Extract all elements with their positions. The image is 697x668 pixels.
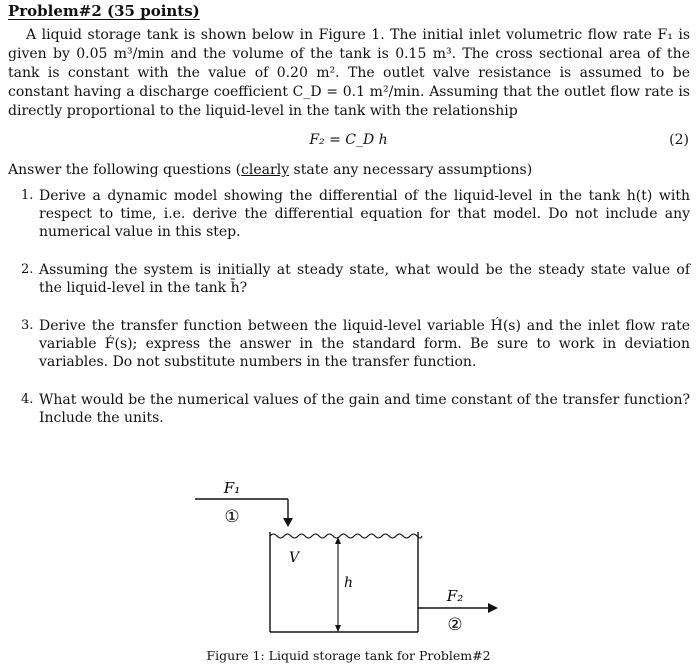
level-arrow-down-icon [335, 625, 341, 632]
answer-suffix: state any necessary assumptions) [289, 162, 533, 178]
question-item [8, 187, 690, 241]
answer-prefix: Answer the following questions ( [8, 162, 242, 178]
problem-heading: Problem#2 (35 points) [8, 2, 200, 20]
question-item [8, 261, 690, 297]
question-number: 4. [21, 392, 34, 407]
question-number: 3. [21, 318, 34, 333]
answer-instructions [8, 162, 532, 178]
tank-figure [0, 470, 697, 646]
question-item [8, 391, 690, 427]
question-text: Derive a dynamic model showing the differential of the liquid-level in the tank h(t) with respect to time, i.e. derive the differential equation for that model. Do not include any numerical value in this step. [39, 188, 690, 240]
inlet-arrow-icon [283, 518, 293, 527]
equation: F₂ = C_D h [309, 132, 388, 148]
inlet-node: ① [224, 507, 240, 527]
inlet-label: F₁ [223, 479, 241, 497]
outlet-arrow-icon [488, 603, 498, 613]
question-text: Assuming the system is initially at steady state, what would be the steady state value of the liquid-level in the tank h̄? [39, 262, 690, 296]
level-label: h [344, 575, 354, 591]
equation-number: (2) [669, 132, 689, 148]
equation-row [0, 132, 697, 152]
problem-intro: A liquid storage tank is shown below in Figure 1. The initial inlet volumetric flow rate F₁ is given by 0.05 m³/min and the volume of the tank is 0.15 m³. The cross sectional area of the tank is constant with the value of 0.20 m². The outlet valve resistance is assumed to be constant having a discharge coefficient C_D = 0.1 m²/min. Assuming that the outlet flow rate is directly proportional to the liquid-level in the tank with the relationship [8, 27, 690, 119]
outlet-node: ② [447, 615, 463, 635]
question-list [8, 187, 690, 427]
outlet-label: F₂ [446, 587, 464, 605]
volume-label: V [288, 550, 300, 566]
question-number: 1. [21, 188, 34, 203]
liquid-surface [270, 534, 422, 538]
question-number: 2. [21, 262, 34, 277]
figure-caption: Figure 1: Liquid storage tank for Problem#2 [206, 648, 491, 663]
answer-emphasis: clearly [241, 162, 290, 178]
question-text: What would be the numerical values of the gain and time constant of the transfer function? Include the units. [39, 392, 690, 426]
question-item [8, 317, 690, 371]
question-text: Derive the transfer function between the liquid-level variable H́(s) and the inlet flow rate variable F́(s); express the answer in the standard form. Be sure to work in deviation variables. Do not substitute numbers in the transfer function. [39, 318, 690, 370]
